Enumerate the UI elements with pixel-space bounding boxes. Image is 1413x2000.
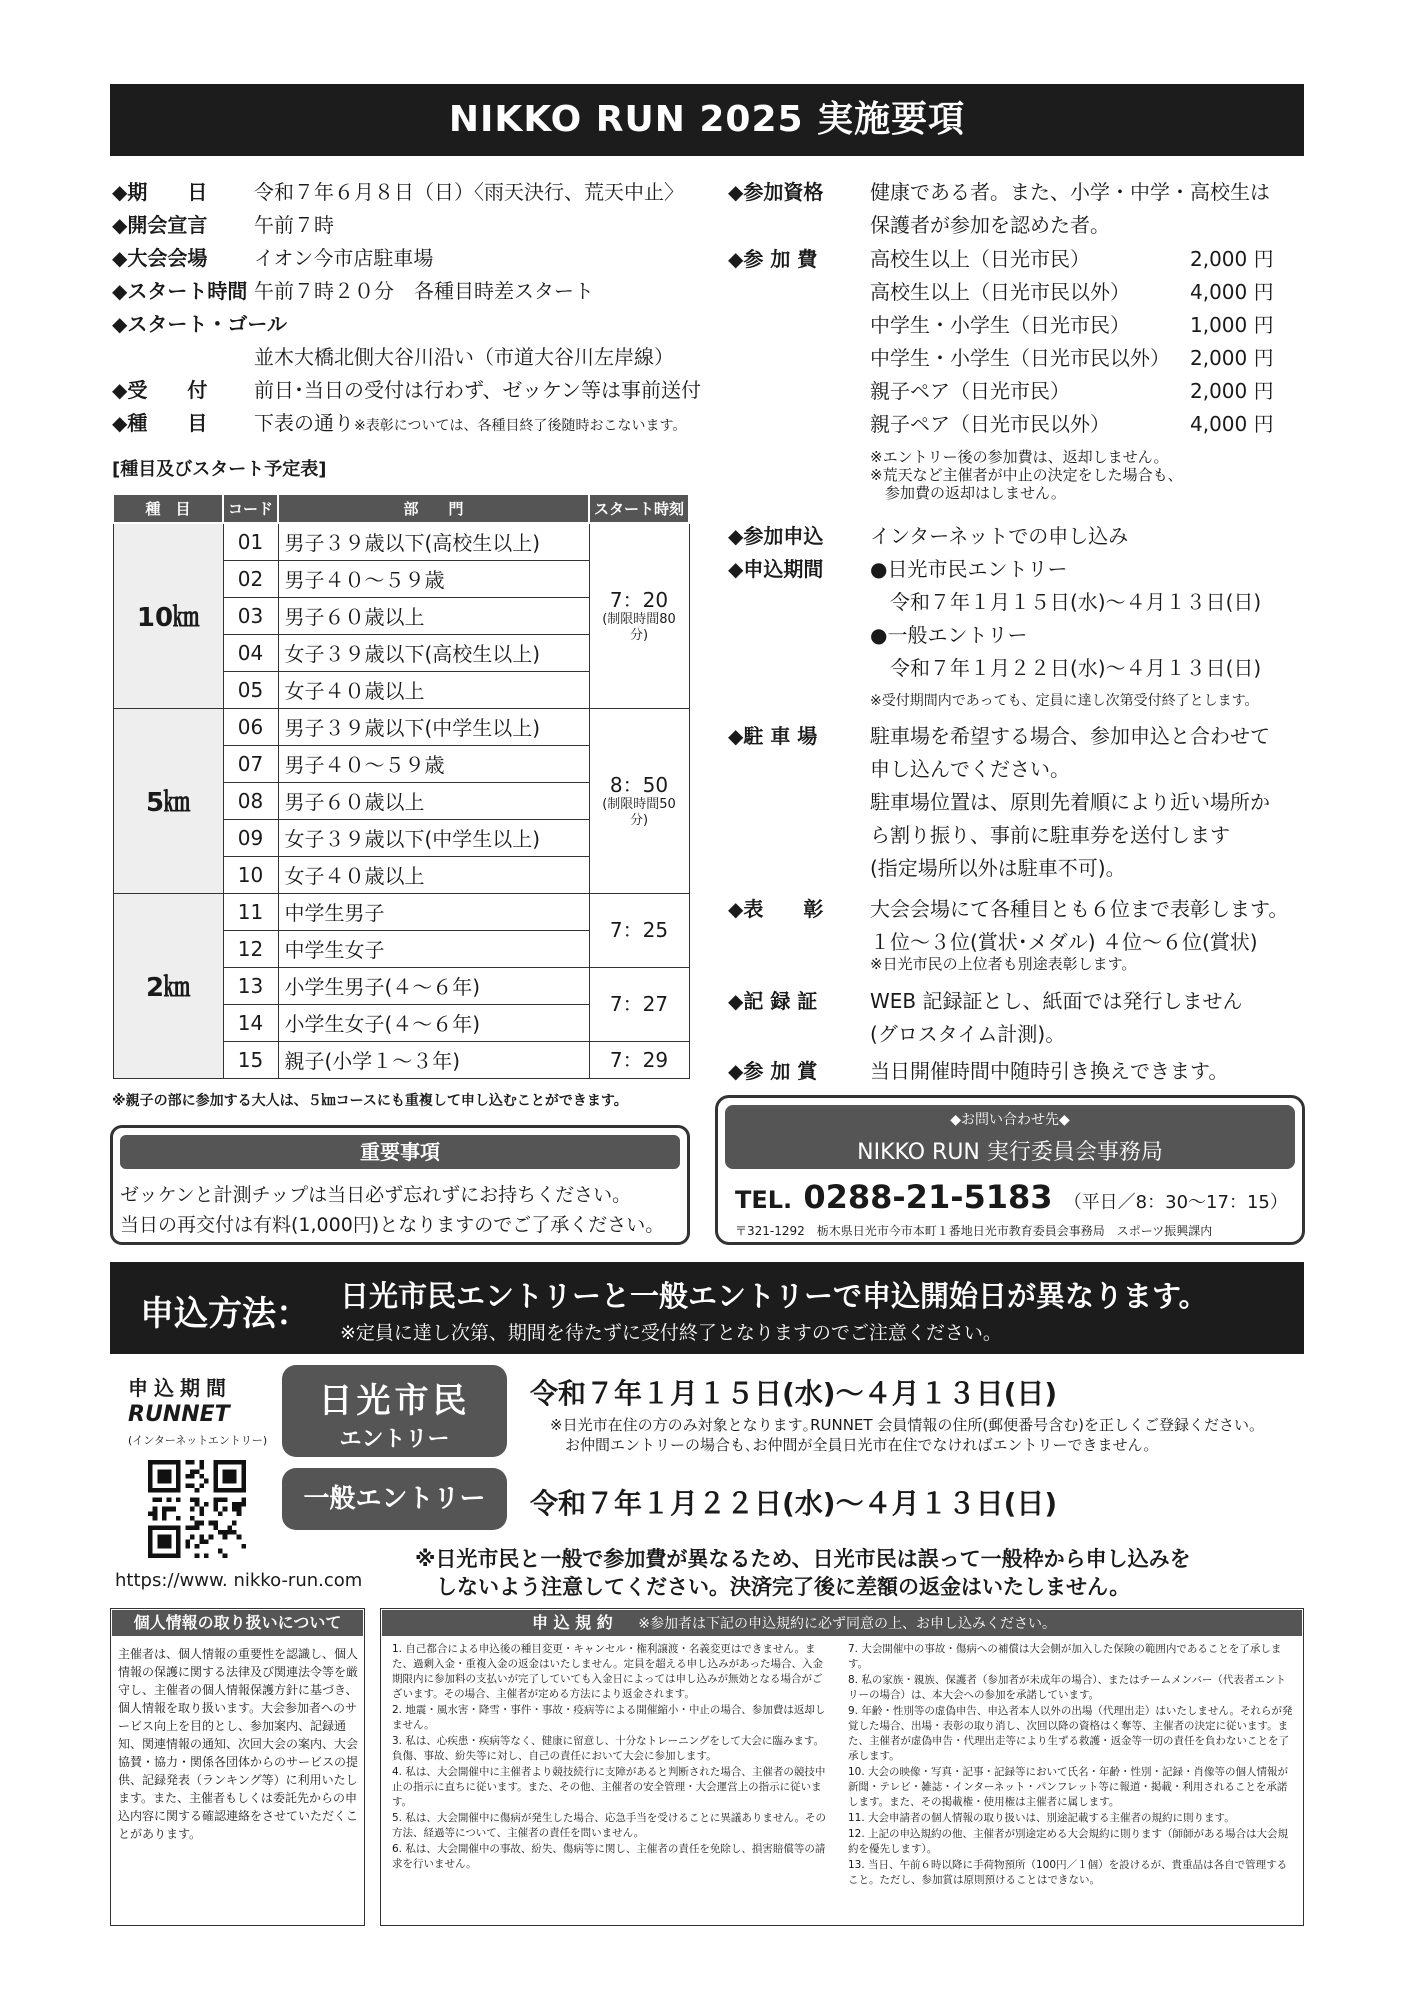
code-cell: 08 (223, 782, 278, 819)
fee-warning-1: ※日光市民と一般で参加費が異なるため、日光市民は誤って一般枠から申し込みを (415, 1547, 1191, 1571)
event-table (112, 495, 690, 1079)
rule-item: 1. 自己都合による申込後の種目変更・キャンセル・権利譲渡・名義変更はできません。また、過剰入金・重複入金の返金はいたしません。定員を超える申し込みがあった場合、入金期限内に参加料の支払いが完了していても入金日によっては申し込みが無効となる場合がございます。その場合、主催者が定める方法により返金されます。 (392, 1643, 824, 1700)
general-entry-period: 令和７年１月２２日(水)～４月１３日(日) (530, 1487, 1058, 1520)
right-key: ◆記 録 証 (728, 989, 818, 1013)
rule-item: 10. 大会の映像・写真・記事・記録等において氏名・年齢・性別・記録・肖像等の個人情報が新聞・テレビ・雑誌・インターネット・パンフレット等に報道・掲載・利用されることを承諾します。また、その掲載権・使用権は主催者に属します。 (848, 1766, 1289, 1808)
fee-note: ※エントリー後の参加費は、返却しません。 (870, 448, 1169, 466)
citizen-entry-period: 令和７年１月１５日(水)～４月１３日(日) (530, 1377, 1058, 1410)
qr-code-icon[interactable] (148, 1460, 246, 1558)
info-key: ◆スタート時間 (112, 279, 248, 303)
info-note: ※表彰については、各種目終了後随時おこないます。 (354, 418, 687, 434)
prize-line: 当日開催時間中随時引き換えできます。 (870, 1059, 1229, 1083)
citizen-entry-badge (282, 1365, 507, 1457)
division-cell: 男子４０～５９歳 (278, 560, 589, 597)
info-value: イオン今市店駐車場 (254, 246, 434, 270)
rule-item: 12. 上記の申込規約の他、主催者が別途定める大会規約に則ります（師師がある場合は大会規約を優先します）。 (848, 1828, 1289, 1855)
right-key: ◆表 彰 (728, 897, 824, 921)
division-cell: 男子３９歳以下(中学生以上) (278, 708, 589, 745)
division-cell: 小学生女子(４～６年) (278, 1004, 589, 1041)
fee-label: 高校生以上（日光市民以外） (870, 280, 1130, 304)
fee-amount: 2,000 円 (1190, 346, 1274, 370)
rule-item: 3. 私は、心疾患・疾病等なく、健康に留意し、十分なトレーニングをして大会に臨みます。負傷、事故、紛失等に対し、自己の責任において大会に参加します。 (392, 1735, 825, 1762)
division-cell: 女子３９歳以下(中学生以上) (278, 819, 589, 856)
fee-label: 親子ペア（日光市民以外） (870, 412, 1110, 436)
table-header: スタート時刻 (589, 495, 689, 523)
parking-line: 申し込んでください。 (870, 757, 1070, 781)
runnet-logo: RUNNET (128, 1402, 230, 1427)
start-cell (589, 708, 689, 893)
right-key: ◆参加申込 (728, 524, 824, 548)
info-value: 前日･当日の受付は行わず、ゼッケン等は事前送付 (254, 378, 701, 402)
table-row (113, 523, 689, 560)
rule-item: 9. 年齢・性別等の虚偽申告、申込者本人以外の出場（代理出走）はいたしません。それらが発覚した場合、出場・表彰の取り消し、次回以降の資格はく奪等、主催者の決定に従います。また、主催者が虚偽申告・代理出走等により生ずる救護・返金等一切の責任を負わないことを了承します。 (848, 1705, 1293, 1762)
rules-sub: ※参加者は下記の申込規約に必ず同意の上、お申し込みください。 (638, 1616, 1057, 1632)
right-key: ◆駐 車 場 (728, 724, 818, 748)
division-cell: 男子４０～５９歳 (278, 745, 589, 782)
fee-amount: 1,000 円 (1190, 313, 1274, 337)
division-cell: 女子４０歳以上 (278, 856, 589, 893)
rule-item: 13. 当日、午前６時以降に手荷物預所（100円／１個）を設けるが、貴重品は各自で管理すること。ただし、参加賞は原則預けることはできない。 (848, 1859, 1288, 1886)
info-key: ◆期 日 (112, 180, 208, 204)
rule-item: 5. 私は、大会開催中に傷病が発生した場合、応急手当を受けることに異議ありません。その方法、経過等について、主催者の責任を問いません。 (392, 1812, 826, 1839)
fee-amount: 4,000 円 (1190, 412, 1274, 436)
code-cell: 05 (223, 671, 278, 708)
table-note: ※親子の部に参加する大人は、５㎞コースにも重複して申し込むことができます。 (112, 1093, 628, 1109)
rule-item: 11. 大会申請者の個人情報の取り扱いは、別途記載する主催者の規約に則ります。 (848, 1812, 1235, 1824)
award-line: 大会会場にて各種目とも６位まで表彰します。 (870, 897, 1289, 921)
citizen-badge-line2: エントリー (339, 1427, 450, 1452)
eligibility-line: 保護者が参加を認めた者。 (870, 213, 1110, 237)
code-cell: 13 (223, 967, 278, 1004)
apply-line: インターネットでの申し込み (870, 524, 1129, 548)
division-cell: 男子６０歳以上 (278, 597, 589, 634)
info-row (112, 407, 702, 440)
info-row (112, 209, 702, 242)
website-link[interactable]: https://www. nikko-run.com (115, 1570, 363, 1591)
start-cell: 7：29 (589, 1041, 689, 1078)
distance-cell: 2㎞ (113, 893, 223, 1078)
time-limit: (制限時間80分) (602, 612, 676, 643)
period-line: ●一般エントリー (870, 623, 1028, 647)
citizen-badge-line1: 日光市民 (318, 1381, 471, 1421)
code-cell: 06 (223, 708, 278, 745)
band-note: ※定員に達し次第、期間を待たずに受付終了となりますのでご注意ください。 (340, 1322, 1002, 1344)
code-cell: 02 (223, 560, 278, 597)
fee-label: 高校生以上（日光市民） (870, 247, 1090, 271)
code-cell: 10 (223, 856, 278, 893)
contact-sub: ◆お問い合わせ先◆ (950, 1112, 1070, 1128)
fee-note: 参加費の返却はしません。 (870, 484, 1066, 502)
division-cell: 小学生男子(４～６年) (278, 967, 589, 1004)
citizen-entry-note (550, 1415, 1264, 1455)
code-cell: 12 (223, 930, 278, 967)
contact-heading (725, 1105, 1295, 1169)
info-value: 午前７時２０分 各種目時差スタート (254, 279, 594, 303)
table-caption: [種目及びスタート予定表] (112, 459, 327, 480)
parking-line: (指定場所以外は駐車不可)。 (870, 856, 1126, 880)
start-time: 7：20 (609, 588, 669, 613)
info-row (112, 308, 702, 341)
start-cell: 7：25 (589, 893, 689, 967)
fee-note: ※荒天など主催者が中止の決定をした場合も、 (870, 466, 1183, 484)
info-key: ◆スタート・ゴール (112, 312, 287, 336)
start-cell (589, 523, 689, 708)
fee-label: 中学生・小学生（日光市民以外） (870, 346, 1170, 370)
important-line-2: 当日の再交付は有料(1,000円)となりますのでご了承ください。 (120, 1214, 665, 1236)
tel-hours: （平日／8：30～17：15） (1063, 1192, 1288, 1213)
rule-item: 4. 私は、大会開催中に主催者より競技続行に支障があると判断された場合、主催者の競技中止の指示に直ちに従います。また、その他、主催者の安全管理・大会運営上の指示に従います。 (392, 1766, 826, 1808)
code-cell: 15 (223, 1041, 278, 1078)
citizen-note-1: ※日光市在住の方のみ対象となります｡RUNNET 会員情報の住所(郵便番号含む)を正しくご登録ください。 (550, 1416, 1265, 1434)
rule-item: 6. 私は、大会開催中の事故、紛失、傷病等に関し、主催者の責任を免除し、損害賠償等の請求を行いません。 (392, 1843, 826, 1870)
parking-line: 駐車場位置は、原則先着順により近い場所か (870, 790, 1270, 814)
info-row (112, 275, 702, 308)
division-cell: 男子３９歳以下(高校生以上) (278, 523, 589, 560)
fee-label: 親子ペア（日光市民） (870, 379, 1070, 403)
rules-column-2 (848, 1642, 1296, 1889)
period-note: ※受付期間内であっても、定員に達し次第受付終了とします。 (870, 693, 1259, 709)
tel-number[interactable]: 0288-21-5183 (803, 1178, 1053, 1216)
info-key: ◆受 付 (112, 378, 208, 402)
info-row (112, 341, 702, 374)
award-line: １位～３位(賞状･メダル) ４位～６位(賞状) (870, 930, 1258, 954)
distance-cell: 5㎞ (113, 708, 223, 893)
rules-title: 申 込 規 約 (532, 1613, 613, 1632)
rule-item: 8. 私の家族・親族、保護者（参加者が未成年の場合）、またはチームメンバー（代表者エントリーの場合）は、本大会への参加を承諾しています。 (848, 1674, 1286, 1701)
fee-label: 中学生・小学生（日光市民） (870, 313, 1130, 337)
page-title: NIKKO RUN 2025 実施要項 (110, 84, 1304, 156)
code-cell: 14 (223, 1004, 278, 1041)
period-label: 申込期間 (128, 1376, 232, 1400)
citizen-note-2: お仲間エントリーの場合も､お仲間が全員日光市在住でなければエントリーできません。 (550, 1436, 1159, 1454)
rules-column-1 (392, 1642, 832, 1873)
code-cell: 09 (223, 819, 278, 856)
contact-tel (735, 1178, 1288, 1216)
contact-name: NIKKO RUN 実行委員会事務局 (857, 1140, 1163, 1165)
info-key: ◆開会宣言 (112, 213, 208, 237)
fee-amount: 2,000 円 (1190, 247, 1274, 271)
division-cell: 女子４０歳以上 (278, 671, 589, 708)
division-cell: 女子３９歳以下(高校生以上) (278, 634, 589, 671)
contact-address: 〒321-1292 栃木県日光市今市本町１番地日光市教育委員会事務局 スポーツ振興課内 (735, 1224, 1213, 1238)
fee-warning-2: しないよう注意してください。決済完了後に差額の返金はいたしません。 (415, 1575, 1131, 1599)
rule-item: 7. 大会開催中の事故・傷病への補償は大会側が加入した保険の範囲内であることを了承します。 (848, 1643, 1282, 1670)
info-key: ◆種 目 (112, 411, 208, 435)
fee-warning (415, 1545, 1191, 1601)
code-cell: 03 (223, 597, 278, 634)
right-key: ◆申込期間 (728, 557, 824, 581)
distance-cell: 10㎞ (113, 523, 223, 708)
info-row (112, 374, 702, 407)
table-row (113, 893, 689, 930)
important-line-1: ゼッケンと計測チップは当日必ず忘れずにお持ちください。 (120, 1184, 632, 1206)
info-row (112, 242, 702, 275)
application-band (110, 1262, 1304, 1354)
code-cell: 01 (223, 523, 278, 560)
right-key: ◆参 加 賞 (728, 1059, 818, 1083)
privacy-heading: 個人情報の取り扱いについて (112, 1610, 363, 1636)
privacy-text: 主催者は、個人情報の重要性を認識し、個人情報の保護に関する法律及び関連法令等を厳守し、主催者の個人情報保護方針に基づき、個人情報を取り扱います。大会参加者へのサービス向上を目的とし、参加案内、記録通知、関連情報の通知、次回大会の案内、大会協賛・協力・関係各団体からのサービスの提供、記録発表（ランキング等）に利用いたします。また、主催者もしくは委託先からの申込内容に関する確認連絡をさせていただくことがあります。 (118, 1647, 359, 1841)
band-label: 申込方法： (140, 1294, 310, 1334)
info-value: 令和７年６月８日（日）〈雨天決行、荒天中止〉 (254, 180, 684, 204)
division-cell: 男子６０歳以上 (278, 782, 589, 819)
award-note: ※日光市民の上位者も別途表彰します。 (870, 955, 1137, 973)
start-cell: 7：27 (589, 967, 689, 1041)
info-value: 並木大橋北側大谷川沿い（市道大谷川左岸線） (254, 345, 674, 369)
table-header: 部 門 (278, 495, 589, 523)
record-line: (グロスタイム計測)。 (870, 1022, 1066, 1046)
info-row (112, 176, 702, 209)
record-line: WEB 記録証とし、紙面では発行しません (870, 989, 1243, 1013)
period-line: 令和７年１月２２日(水)～４月１３日(日) (870, 656, 1262, 680)
division-cell: 親子(小学１～３年) (278, 1041, 589, 1078)
start-time: 8：50 (609, 772, 669, 797)
period-line: ●日光市民エントリー (870, 557, 1068, 581)
table-row (113, 708, 689, 745)
period-line: 令和７年１月１５日(水)～４月１３日(日) (870, 590, 1262, 614)
eligibility-line: 健康である者。また、小学・中学・高校生は (870, 180, 1270, 204)
time-limit: (制限時間50分) (602, 796, 676, 828)
info-key: ◆大会会場 (112, 246, 208, 270)
info-value: 下表の通り※表彰については、各種目終了後随時おこないます。 (254, 411, 687, 435)
runnet-sub: (インターネットエントリー) (128, 1434, 268, 1447)
info-value: 午前７時 (254, 213, 334, 237)
code-cell: 07 (223, 745, 278, 782)
important-heading: 重要事項 (120, 1135, 680, 1169)
band-main: 日光市民エントリーと一般エントリーで申込開始日が異なります。 (340, 1279, 1208, 1313)
code-cell: 11 (223, 893, 278, 930)
general-entry-badge: 一般エントリー (282, 1468, 507, 1530)
tel-label: TEL. (735, 1186, 793, 1214)
division-cell: 中学生女子 (278, 930, 589, 967)
fee-amount: 4,000 円 (1190, 280, 1274, 304)
code-cell: 04 (223, 634, 278, 671)
table-header: 種 目 (113, 495, 223, 523)
right-key: ◆参加資格 (728, 180, 824, 204)
table-header: コード (223, 495, 278, 523)
parking-line: ら割り振り、事前に駐車券を送付します (870, 823, 1230, 847)
fee-amount: 2,000 円 (1190, 379, 1274, 403)
division-cell: 中学生男子 (278, 893, 589, 930)
rules-heading (382, 1610, 1302, 1636)
right-key: ◆参 加 費 (728, 247, 818, 271)
parking-line: 駐車場を希望する場合、参加申込と合わせて (870, 724, 1270, 748)
rule-item: 2. 地震・風水害・降雪・事件・事故・疫病等による開催縮小・中止の場合、参加費は返却しません。 (392, 1704, 826, 1731)
